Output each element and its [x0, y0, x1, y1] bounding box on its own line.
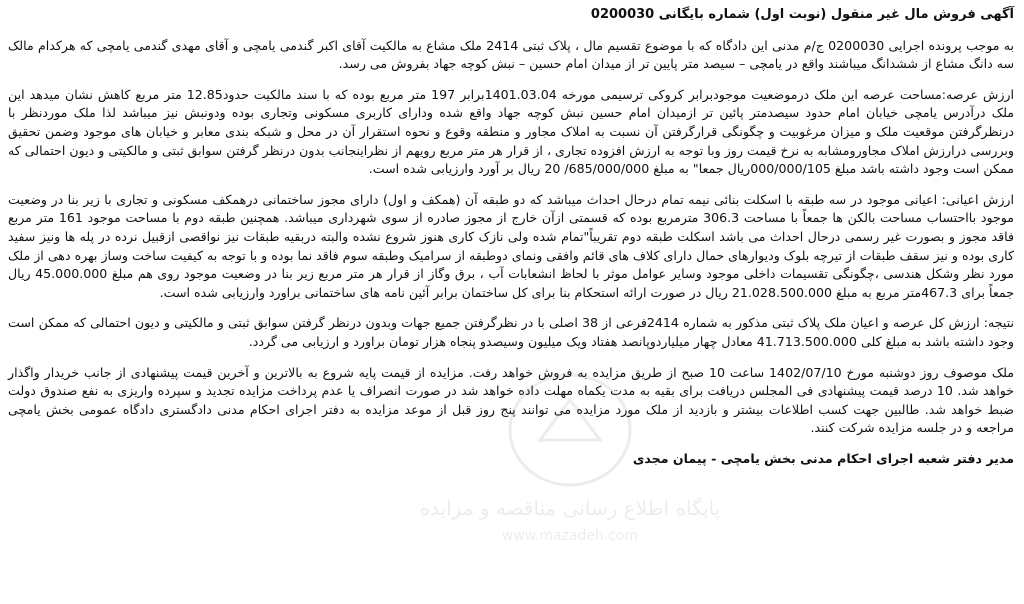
result-paragraph: نتیجه: ارزش کل عرصه و اعیان ملک پلاک ثبتی مذکور به شماره 2414فرعی از 38 اصلی با در نظرگرفتن جمیع جهات وبدون درنظر گرفتن سوابق ثبتی و مالکیتی و دیون احتمالی که ممکن است وجود داشته باشد به مبلغ کلی 41.713.500.000 معادل چهار میلیاردوپانصد هفتاد ویک میلیون وسیصدو پنجاه هزار تومان براورد و ارزیابی می گردد.: [8, 315, 1014, 349]
watermark-url: www.mazadeh.com: [501, 528, 639, 544]
signature-line: مدیر دفتر شعبه اجرای احکام مدنی بخش یامچی - پیمان مجدی: [632, 450, 1014, 466]
notice-title: آگهی فروش مال غیر منقول (نوبت اول) شماره بایگانی 0200030: [590, 7, 1014, 22]
auction-notice: [8, 6, 1014, 468]
building-value-paragraph: ارزش اعیانی: اعیانی موجود در سه طبقه با اسکلت بنائی نیمه تمام درحال احداث میباشد که دو طبقه آن (همکف و اول) دارای مجوز ساختمانی درهمکف مسکونی و تجاری با زیر بنا در وضعیت موجود بااحتساب مساحت بالکن ها جمعاً با مساحت 306.3 مترمربع بوده که قسمتی ازآن خارج از مجوز صادره از سوی شهرداری میباشد. همچنین طبقه دوم با مساحت موجود 161 متر مربع فاقد مجوز و بصورت غیر رسمی درحال احداث می باشد اسکلت طبقه دوم تقریباً"تمام شده ولی نازک کاری هنوز شروع نشده والبته دربقیه طبقات نیز نواقصی ازقبیل نرده در پله ها ونیز سفید کاری بوده و نیز سقف طبقات از تیرچه بلوک ودیوارهای حمال دارای کلاف های قائم وافقی ونمای دوطبقه از سرامیک وطبقه سوم فاقد نما بوده و با توجه به کیفیت ساخت وساز بهره دهی از ملک مورد نظر وشکل هندسی ،چگونگی تقسیمات داخلی موجود وسایر عوامل موثر با لحاظ انشعابات آب ، برق وگاز از قرار هر متر مربع زیر بنا در وضعیت موجود روی هم مبلغ 45.000.000 ریال جمعاً برای 467.3متر مربع به مبلغ 21.028.500.000 ریال در صورت ارائه استحکام بنا برای کل ساختمان برابر آئین نامه های ساختمانی براورد وارزیابی شده است.: [8, 191, 1015, 300]
land-value-paragraph: ارزش عرصه:مساحت عرصه این ملک درموضعیت موجودبرابر کروکی ترسیمی مورخه 1401.03.04برابر 197 متر مربع بوده که با سند مالکیت حدود12.85 متر مربع کاهش نشان میدهد این ملک درآدرس یامچی خیابان امام حدود سیصدمتر پائین تر ازمیدان امام حسین نبش کوچه جهاد واقع شده ودارای کاربری مسکونی وتجاری بوده ودونبش نیز میباشد لذا ملک موردنظر با درنظرگرفتن موقعیت ملک و میزان مرغوبیت و چگونگی قرارگرفتن آن نسبت به املاک مجاور و منطقه وقوع و نحوه استقرار آن در محل و شبکه بندی معابر و خیابان های موجود وضمن تحقیق وبررسی درارزش املاک مجاورومشابه به نرخ قیمت روز وبا توجه به ارزش افزوده تجاری ، از قرار هر متر مربع رویهم از نظراینجانب بدون درنظر گرفتن سوابق ثبتی و مالکیتی و دیون احتمالی که ممکن است وجود داشته باشد مبلغ 000/000/105ریال جمعا" به مبلغ 685/000/000/ 20 ریال بر آورد وارزیابی شده است.: [8, 86, 1014, 177]
notice-intro: به موجب پرونده اجرایی 0200030 ج/م مدنی این دادگاه که با موضوع تقسیم مال ، پلاک ثبتی 2414 ملک مشاع به مالکیت آقای اکبر گندمی یامچی و آقای مهدی گندمی یامچی که هرکدام مالک سه دانگ مشاع از ششدانگ میباشند واقع در یامچی – سیصد متر پایین تر از میدان امام حسین – نبش کوچه جهاد بفروش می رسد.: [8, 37, 1015, 72]
auction-details-paragraph: ملک موصوف روز دوشنبه مورخ 1402/07/10 ساعت 10 صبح از طریق مزایده به فروش خواهد رفت. مزایده از قیمت پایه شروع به بالاترین و آخرین قیمت پیشنهادی از جانب خریدار واگذار خواهد شد. 10 درصد قیمت پیشنهادی فی المجلس دریافت برای بقیه به مدت یکماه مهلت داده خواهد شد در صورت انصراف یا عدم پرداخت مزایده تجدید و سپرده واریزی به نفع صندوق دولت ضبط خواهد شد. طالبین جهت کسب اطلاعات بیشتر و بازدید از ملک مورد مزایده می توانند پنج روز قبل از موعد مزایده به دفتر اجرای احکام مدنی دادگستری دادگاه عمومی بخش یامچی مراجعه و در جلسه مزایده شرکت کنند.: [8, 364, 1015, 436]
watermark-text: پایگاه اطلاع رسانی مناقصه و مزایده: [419, 496, 721, 520]
